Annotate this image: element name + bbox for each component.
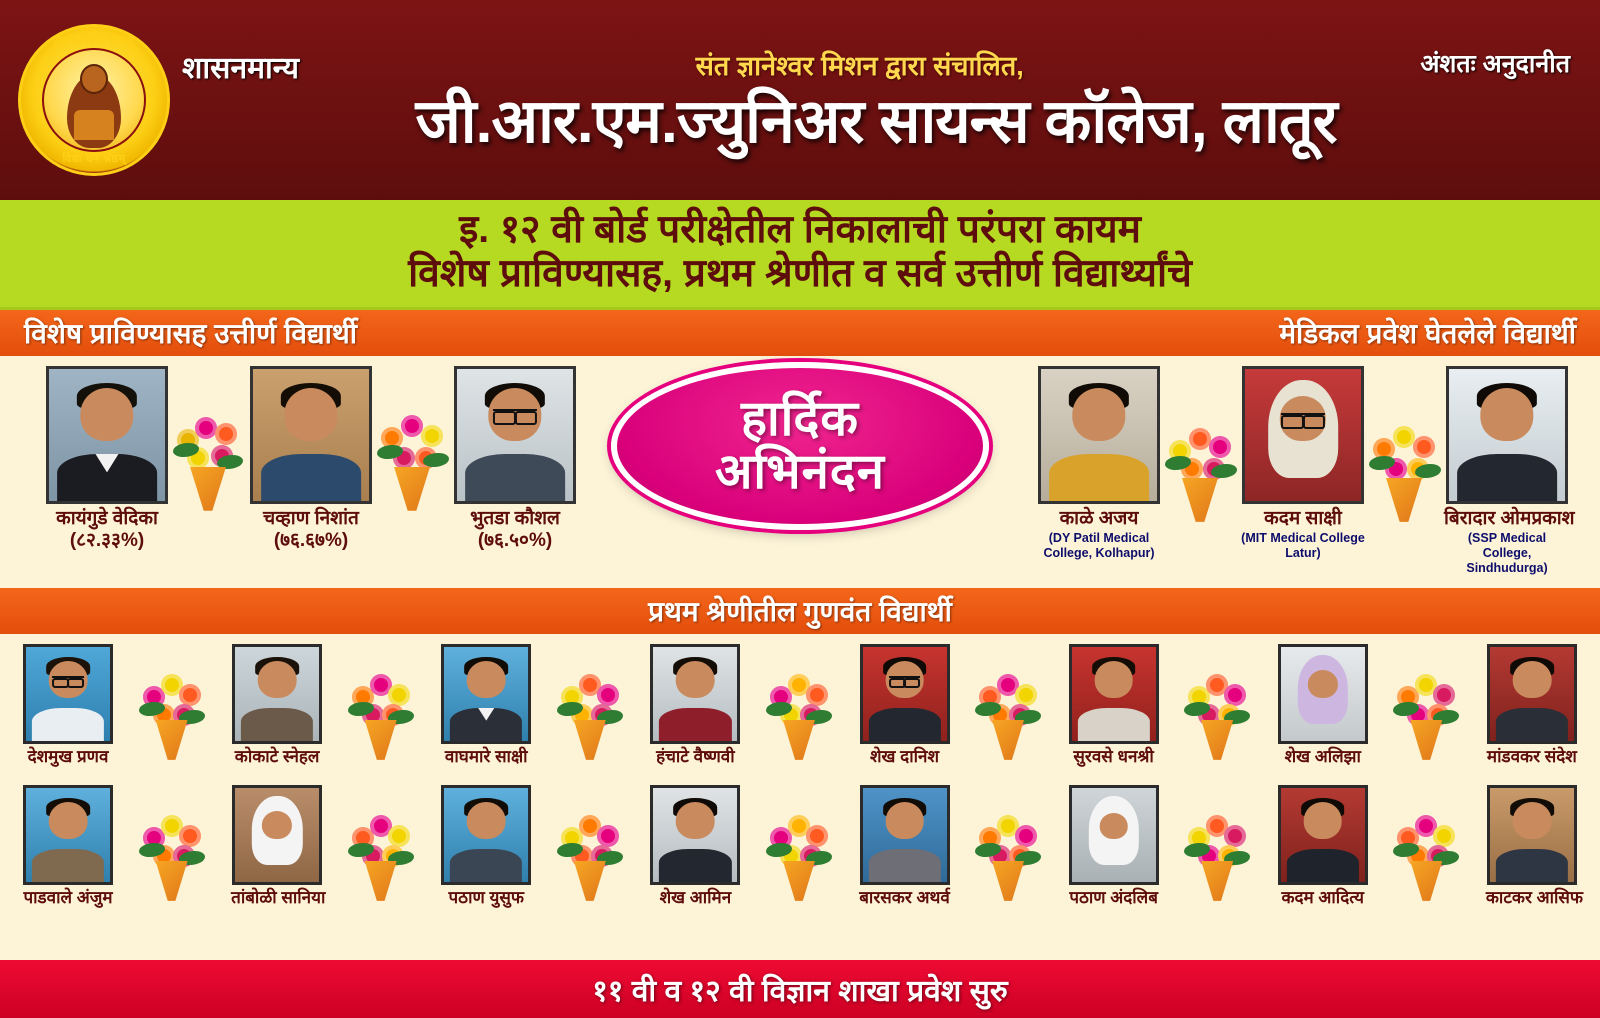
admission-notice: ११ वी व १२ वी विज्ञान शाखा प्रवेश सुरु: [592, 974, 1008, 1008]
student-card: [1485, 785, 1584, 908]
student-card: [1486, 644, 1578, 767]
bouquet-icon: [1394, 801, 1460, 911]
bouquet-icon: [1185, 801, 1251, 911]
student-name: मांडवकर संदेश: [1486, 747, 1577, 767]
student-card: [44, 366, 170, 553]
badge-line-1: हार्दिक: [740, 392, 860, 447]
bouquet-icon: [349, 660, 415, 770]
student-name: कदम साक्षी: [1264, 508, 1342, 530]
student-name: बारसकर अथर्व: [859, 888, 950, 908]
student-photo: [454, 366, 576, 504]
student-card: [1036, 366, 1162, 560]
trust-label: संत ज्ञानेश्वर मिशन द्वारा संचालित,: [695, 51, 1024, 82]
student-photo: [441, 785, 531, 885]
student-card: [231, 785, 326, 908]
student-name: बिरादार ओमप्रकाश: [1444, 508, 1575, 530]
student-name: कदम आदित्य: [1281, 888, 1365, 908]
student-name: चव्हाण निशांत: [263, 508, 359, 530]
student-photo: [46, 366, 168, 504]
achievement-line-1: इ. १२ वी बोर्ड परीक्षेतील निकालाची परंपरा कायम: [459, 208, 1141, 251]
student-card: [1444, 366, 1575, 575]
student-card: [452, 366, 578, 553]
student-photo: [650, 644, 740, 744]
student-card: [1240, 366, 1366, 560]
student-photo: [1038, 366, 1160, 504]
student-photo: [23, 785, 113, 885]
student-card: [440, 785, 532, 908]
student-name: तांबोळी सानिया: [231, 888, 326, 908]
student-photo: [1278, 644, 1368, 744]
bouquet-icon: [172, 395, 246, 525]
header-top-row: [176, 46, 1576, 89]
section-header-first-class: [0, 588, 1600, 634]
student-card: [1277, 644, 1369, 767]
student-photo: [1446, 366, 1568, 504]
student-card: [248, 366, 374, 553]
student-name: काळे अजय: [1059, 508, 1139, 530]
section-title-medical: मेडिकल प्रवेश घेतलेले विद्यार्थी: [1279, 318, 1576, 350]
achievement-line-2: विशेष प्राविण्यासह, प्रथम श्रेणीत व सर्व उत्तीर्ण विद्यार्थ्यांचे: [408, 251, 1192, 295]
bouquet-icon: [1185, 660, 1251, 770]
student-name: शेख आमिन: [659, 888, 732, 908]
bouquet-icon: [1368, 406, 1442, 536]
student-card: [859, 785, 951, 908]
student-card: [22, 785, 114, 908]
approval-label: शासनमान्य: [182, 52, 300, 86]
logo-ring-bottom-text: विद्या धन श्रेष्ठम्: [62, 153, 126, 165]
student-photo: [1069, 644, 1159, 744]
student-photo: [860, 785, 950, 885]
grid-row: [22, 644, 1578, 785]
student-photo: [1487, 644, 1577, 744]
bouquet-icon: [376, 395, 450, 525]
student-name: काटकर आसिफ: [1485, 888, 1584, 908]
student-card: [859, 644, 951, 767]
student-name: पठाण अंदलिब: [1069, 888, 1158, 908]
student-college: (DY Patil Medical College, Kolhapur): [1043, 531, 1155, 560]
student-card: [440, 644, 532, 767]
bouquet-icon: [976, 801, 1042, 911]
student-name: सुरवसे धनश्री: [1073, 747, 1154, 767]
student-name: देशमुख प्रणव: [27, 747, 109, 767]
college-logo: [18, 24, 170, 176]
page-title: जी.आर.एम.ज्युनिअर सायन्स कॉलेज, लातूर: [415, 87, 1337, 156]
student-name: पाडवाले अंजुम: [23, 888, 113, 908]
student-photo: [232, 785, 322, 885]
grid-row: [22, 785, 1584, 926]
section-header-top: [0, 310, 1600, 356]
section-title-distinction: विशेष प्राविण्यासह उत्तीर्ण विद्यार्थी: [24, 318, 358, 350]
student-photo: [250, 366, 372, 504]
badge-line-2: अभिनंदन: [715, 445, 885, 500]
student-photo: [1487, 785, 1577, 885]
bouquet-icon: [349, 801, 415, 911]
student-name: शेख अलिझा: [1284, 747, 1361, 767]
bouquet-icon: [1164, 406, 1238, 536]
student-name: हंचाटे वैष्णवी: [656, 747, 735, 767]
student-photo: [441, 644, 531, 744]
student-photo: [23, 644, 113, 744]
student-photo: [232, 644, 322, 744]
achievement-banner: [0, 200, 1600, 310]
student-photo: [1069, 785, 1159, 885]
student-card: [231, 644, 323, 767]
student-card: [649, 785, 741, 908]
student-photo: [1278, 785, 1368, 885]
student-college: (SSP Medical College, Sindhudurga): [1466, 531, 1548, 575]
student-name: कायंगुडे वेदिका: [56, 508, 158, 530]
bouquet-icon: [140, 660, 206, 770]
bouquet-icon: [767, 801, 833, 911]
student-percent: (८२.३३%): [69, 530, 145, 552]
grant-label: अंशतः अनुदानीत: [1420, 50, 1570, 79]
bouquet-icon: [1394, 660, 1460, 770]
bouquet-icon: [558, 660, 624, 770]
first-class-grid: [0, 634, 1600, 960]
logo-inner-disc: [42, 48, 146, 152]
student-card: [22, 644, 114, 767]
top-achievers-strip: [0, 356, 1600, 588]
bouquet-icon: [558, 801, 624, 911]
medical-admission-group: [1026, 366, 1580, 575]
student-card: [1068, 785, 1160, 908]
section-title-first-class: प्रथम श्रेणीतील गुणवंत विद्यार्थी: [648, 596, 952, 628]
student-photo: [1242, 366, 1364, 504]
student-card: [1277, 785, 1369, 908]
student-name: भुतडा कौशल: [470, 508, 560, 530]
saint-figure-icon: [67, 74, 121, 148]
student-photo: [650, 785, 740, 885]
student-percent: (७६.५०%): [477, 530, 553, 552]
poster-header: [0, 0, 1600, 200]
student-photo: [860, 644, 950, 744]
admission-footer: [0, 960, 1600, 1018]
student-card: [649, 644, 741, 767]
header-text-block: [170, 46, 1582, 156]
student-name: वाघमारे साक्षी: [444, 747, 528, 767]
student-name: शेख दानिश: [869, 747, 940, 767]
bouquet-icon: [767, 660, 833, 770]
congratulations-badge: [611, 362, 989, 530]
bouquet-icon: [976, 660, 1042, 770]
student-name: पठाण युसुफ: [448, 888, 524, 908]
student-college: (MIT Medical College Latur): [1241, 531, 1365, 560]
distinction-group: [34, 366, 588, 553]
student-name: कोकाटे स्नेहल: [234, 747, 320, 767]
logo-ring-top-text: संत ज्ञानेश्वर मिशन: [53, 35, 135, 47]
student-percent: (७६.६७%): [273, 530, 349, 552]
bouquet-icon: [140, 801, 206, 911]
student-card: [1068, 644, 1160, 767]
